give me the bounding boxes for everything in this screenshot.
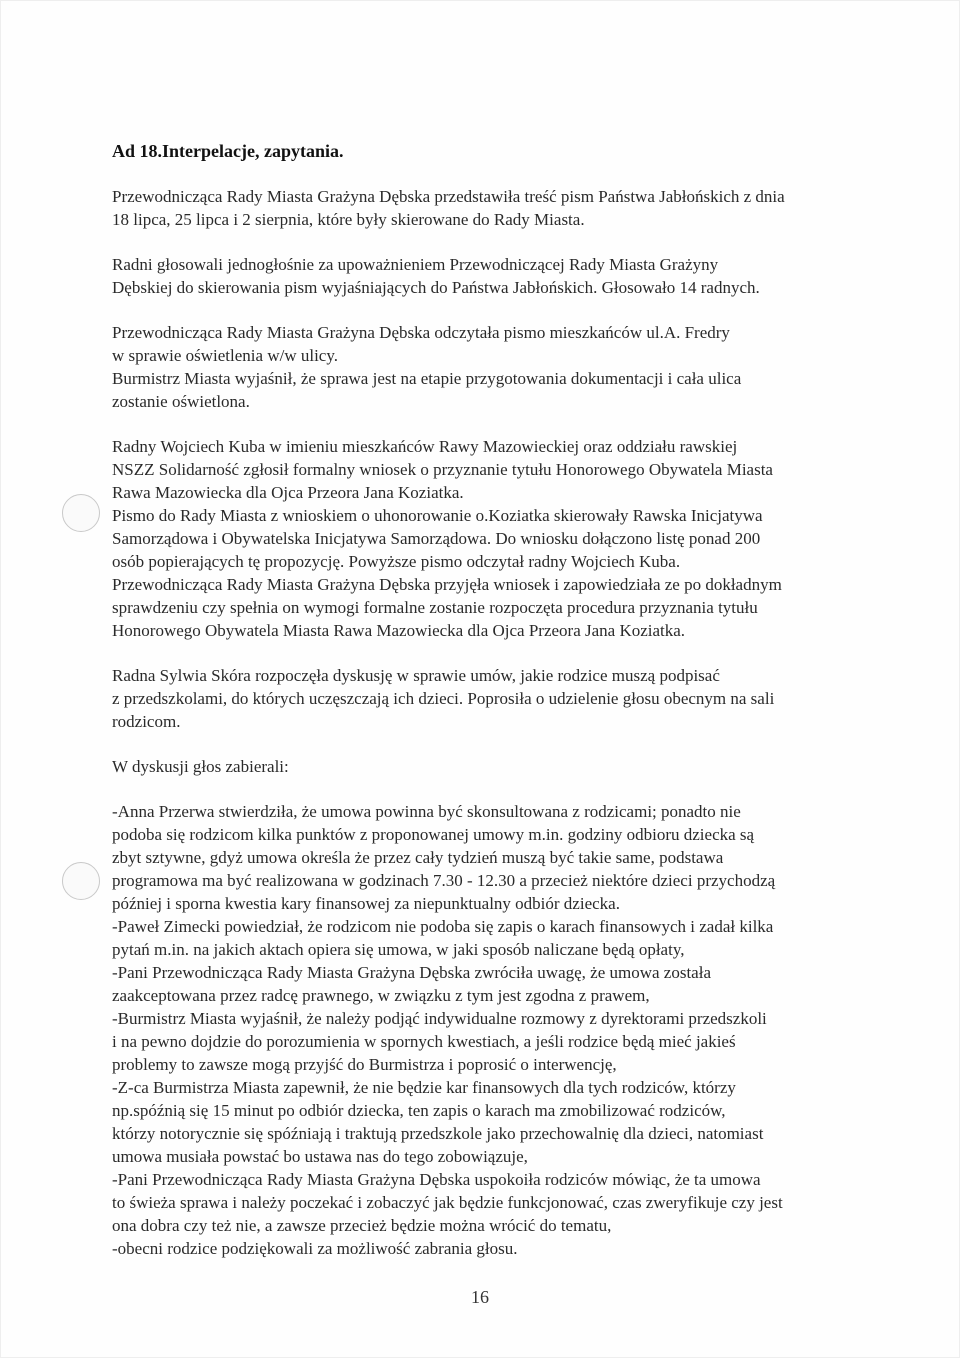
text-line: Przewodnicząca Rady Miasta Grażyna Dębska przedstawiła treść pism Państwa Jabłońskich z dnia <box>112 187 785 206</box>
text-line: programowa ma być realizowana w godzinach 7.30 - 12.30 a przecież niektóre dzieci przychodzą <box>112 871 776 890</box>
text-line: umowa musiała powstać bo ustawa nas do tego zobowiązuje, <box>112 1147 528 1166</box>
text-line: Przewodnicząca Rady Miasta Grażyna Dębska odczytała pismo mieszkańców ul.A. Fredry <box>112 323 730 342</box>
paragraph <box>112 185 852 231</box>
text-line: Przewodnicząca Rady Miasta Grażyna Dębska przyjęła wniosek i zapowiedziała ze po dokładnym <box>112 575 782 594</box>
text-line: w sprawie oświetlenia w/w ulicy. <box>112 346 338 365</box>
text-line: zaakceptowana przez radcę prawnego, w związku z tym jest zgodna z prawem, <box>112 986 650 1005</box>
paragraph <box>112 253 852 299</box>
text-line: Dębskiej do skierowania pism wyjaśniających do Państwa Jabłońskich. Głosowało 14 radnych. <box>112 278 760 297</box>
punch-hole-bottom <box>62 862 100 900</box>
text-line: Radna Sylwia Skóra rozpoczęła dyskusję w sprawie umów, jakie rodzice muszą podpisać <box>112 666 720 685</box>
text-line: rodzicom. <box>112 712 181 731</box>
page-number: 16 <box>471 1287 489 1307</box>
text-line: pytań m.in. na jakich aktach opiera się umowa, w jaki sposób naliczane będą opłaty, <box>112 940 685 959</box>
text-line: -Z-ca Burmistrza Miasta zapewnił, że nie będzie kar finansowych dla tych rodziców, którzy <box>112 1078 736 1097</box>
text-line: -Burmistrz Miasta wyjaśnił, że należy podjąć indywidualne rozmowy z dyrektorami przedszkoli <box>112 1009 767 1028</box>
section-heading: Ad 18.Interpelacje, zapytania. <box>112 141 344 161</box>
text-line: Rawa Mazowiecka dla Ojca Przeora Jana Koziatka. <box>112 483 464 502</box>
text-line: Radny Wojciech Kuba w imieniu mieszkańców Rawy Mazowieckiej oraz oddziału rawskiej <box>112 437 738 456</box>
text-line: -Pani Przewodnicząca Rady Miasta Grażyna Dębska zwróciła uwagę, że umowa została <box>112 963 712 982</box>
document-body <box>112 140 852 1260</box>
text-line: Pismo do Rady Miasta z wnioskiem o uhonorowanie o.Koziatka skierowały Rawska Inicjatywa <box>112 506 763 525</box>
paragraph <box>112 435 852 642</box>
text-line: później i sporna kwestia kary finansowej za niepunktualny odbiór dziecka. <box>112 894 620 913</box>
text-line: którzy notorycznie się spóźniają i traktują przedszkole jako przechowalnię dla dzieci, natomiast <box>112 1124 764 1143</box>
text-line: sprawdzeniu czy spełnia on wymogi formalne zostanie rozpoczęta procedura przyznania tytułu <box>112 598 758 617</box>
paragraph <box>112 664 852 733</box>
paragraph-container <box>112 185 852 1260</box>
text-line: Radni głosowali jednogłośnie za upoważnieniem Przewodniczącej Rady Miasta Grażyny <box>112 255 719 274</box>
paragraph <box>112 755 852 778</box>
text-line: Samorządowa i Obywatelska Inicjatywa Samorządowa. Do wniosku dołączono listę ponad 200 <box>112 529 761 548</box>
text-line: Honorowego Obywatela Miasta Rawa Mazowiecka dla Ojca Przeora Jana Koziatka. <box>112 621 686 640</box>
text-line: to świeża sprawa i należy poczekać i zobaczyć jak będzie funkcjonować, czas zweryfikuje czy jest <box>112 1193 783 1212</box>
paragraph <box>112 800 852 1260</box>
text-line: osób popierających tę propozycję. Powyższe pismo odczytał radny Wojciech Kuba. <box>112 552 681 571</box>
text-line: -Pani Przewodnicząca Rady Miasta Grażyna Dębska uspokoiła rodziców mówiąc, że ta umowa <box>112 1170 761 1189</box>
text-line: -Paweł Zimecki powiedział, że rodzicom nie podoba się zapis o karach finansowych i zadał kilka <box>112 917 774 936</box>
text-line: zbyt sztywne, gdyż umowa określa że przez cały tydzień muszą być takie same, podstawa <box>112 848 724 867</box>
text-line: W dyskusji głos zabierali: <box>112 757 289 776</box>
text-line: i na pewno dojdzie do porozumienia w spornych kwestiach, a jeśli rodzice będą mieć jakieś <box>112 1032 736 1051</box>
text-line: ona dobra czy też nie, a zawsze przecież będzie można wrócić do tematu, <box>112 1216 612 1235</box>
text-line: 18 lipca, 25 lipca i 2 sierpnia, które były skierowane do Rady Miasta. <box>112 210 585 229</box>
text-line: np.spóźnią się 15 minut po odbiór dziecka, ten zapis o karach ma zmobilizować rodziców, <box>112 1101 726 1120</box>
text-line: podoba się rodzicom kilka punktów z proponowanej umowy m.in. godziny odbioru dziecka są <box>112 825 755 844</box>
text-line: NSZZ Solidarność zgłosił formalny wniosek o przyznanie tytułu Honorowego Obywatela Miasta <box>112 460 773 479</box>
punch-hole-top <box>62 494 100 532</box>
text-line: Burmistrz Miasta wyjaśnił, że sprawa jest na etapie przygotowania dokumentacji i cała ulica <box>112 369 742 388</box>
text-line: zostanie oświetlona. <box>112 392 250 411</box>
text-line: z przedszkolami, do których uczęszczają ich dzieci. Poprosiła o udzielenie głosu obecnym na sali <box>112 689 775 708</box>
text-line: problemy to zawsze mogą przyjść do Burmistrza i poprosić o interwencję, <box>112 1055 617 1074</box>
text-line: -obecni rodzice podziękowali za możliwość zabrania głosu. <box>112 1239 518 1258</box>
paragraph <box>112 321 852 413</box>
text-line: -Anna Przerwa stwierdziła, że umowa powinna być skonsultowana z rodzicami; ponadto nie <box>112 802 741 821</box>
